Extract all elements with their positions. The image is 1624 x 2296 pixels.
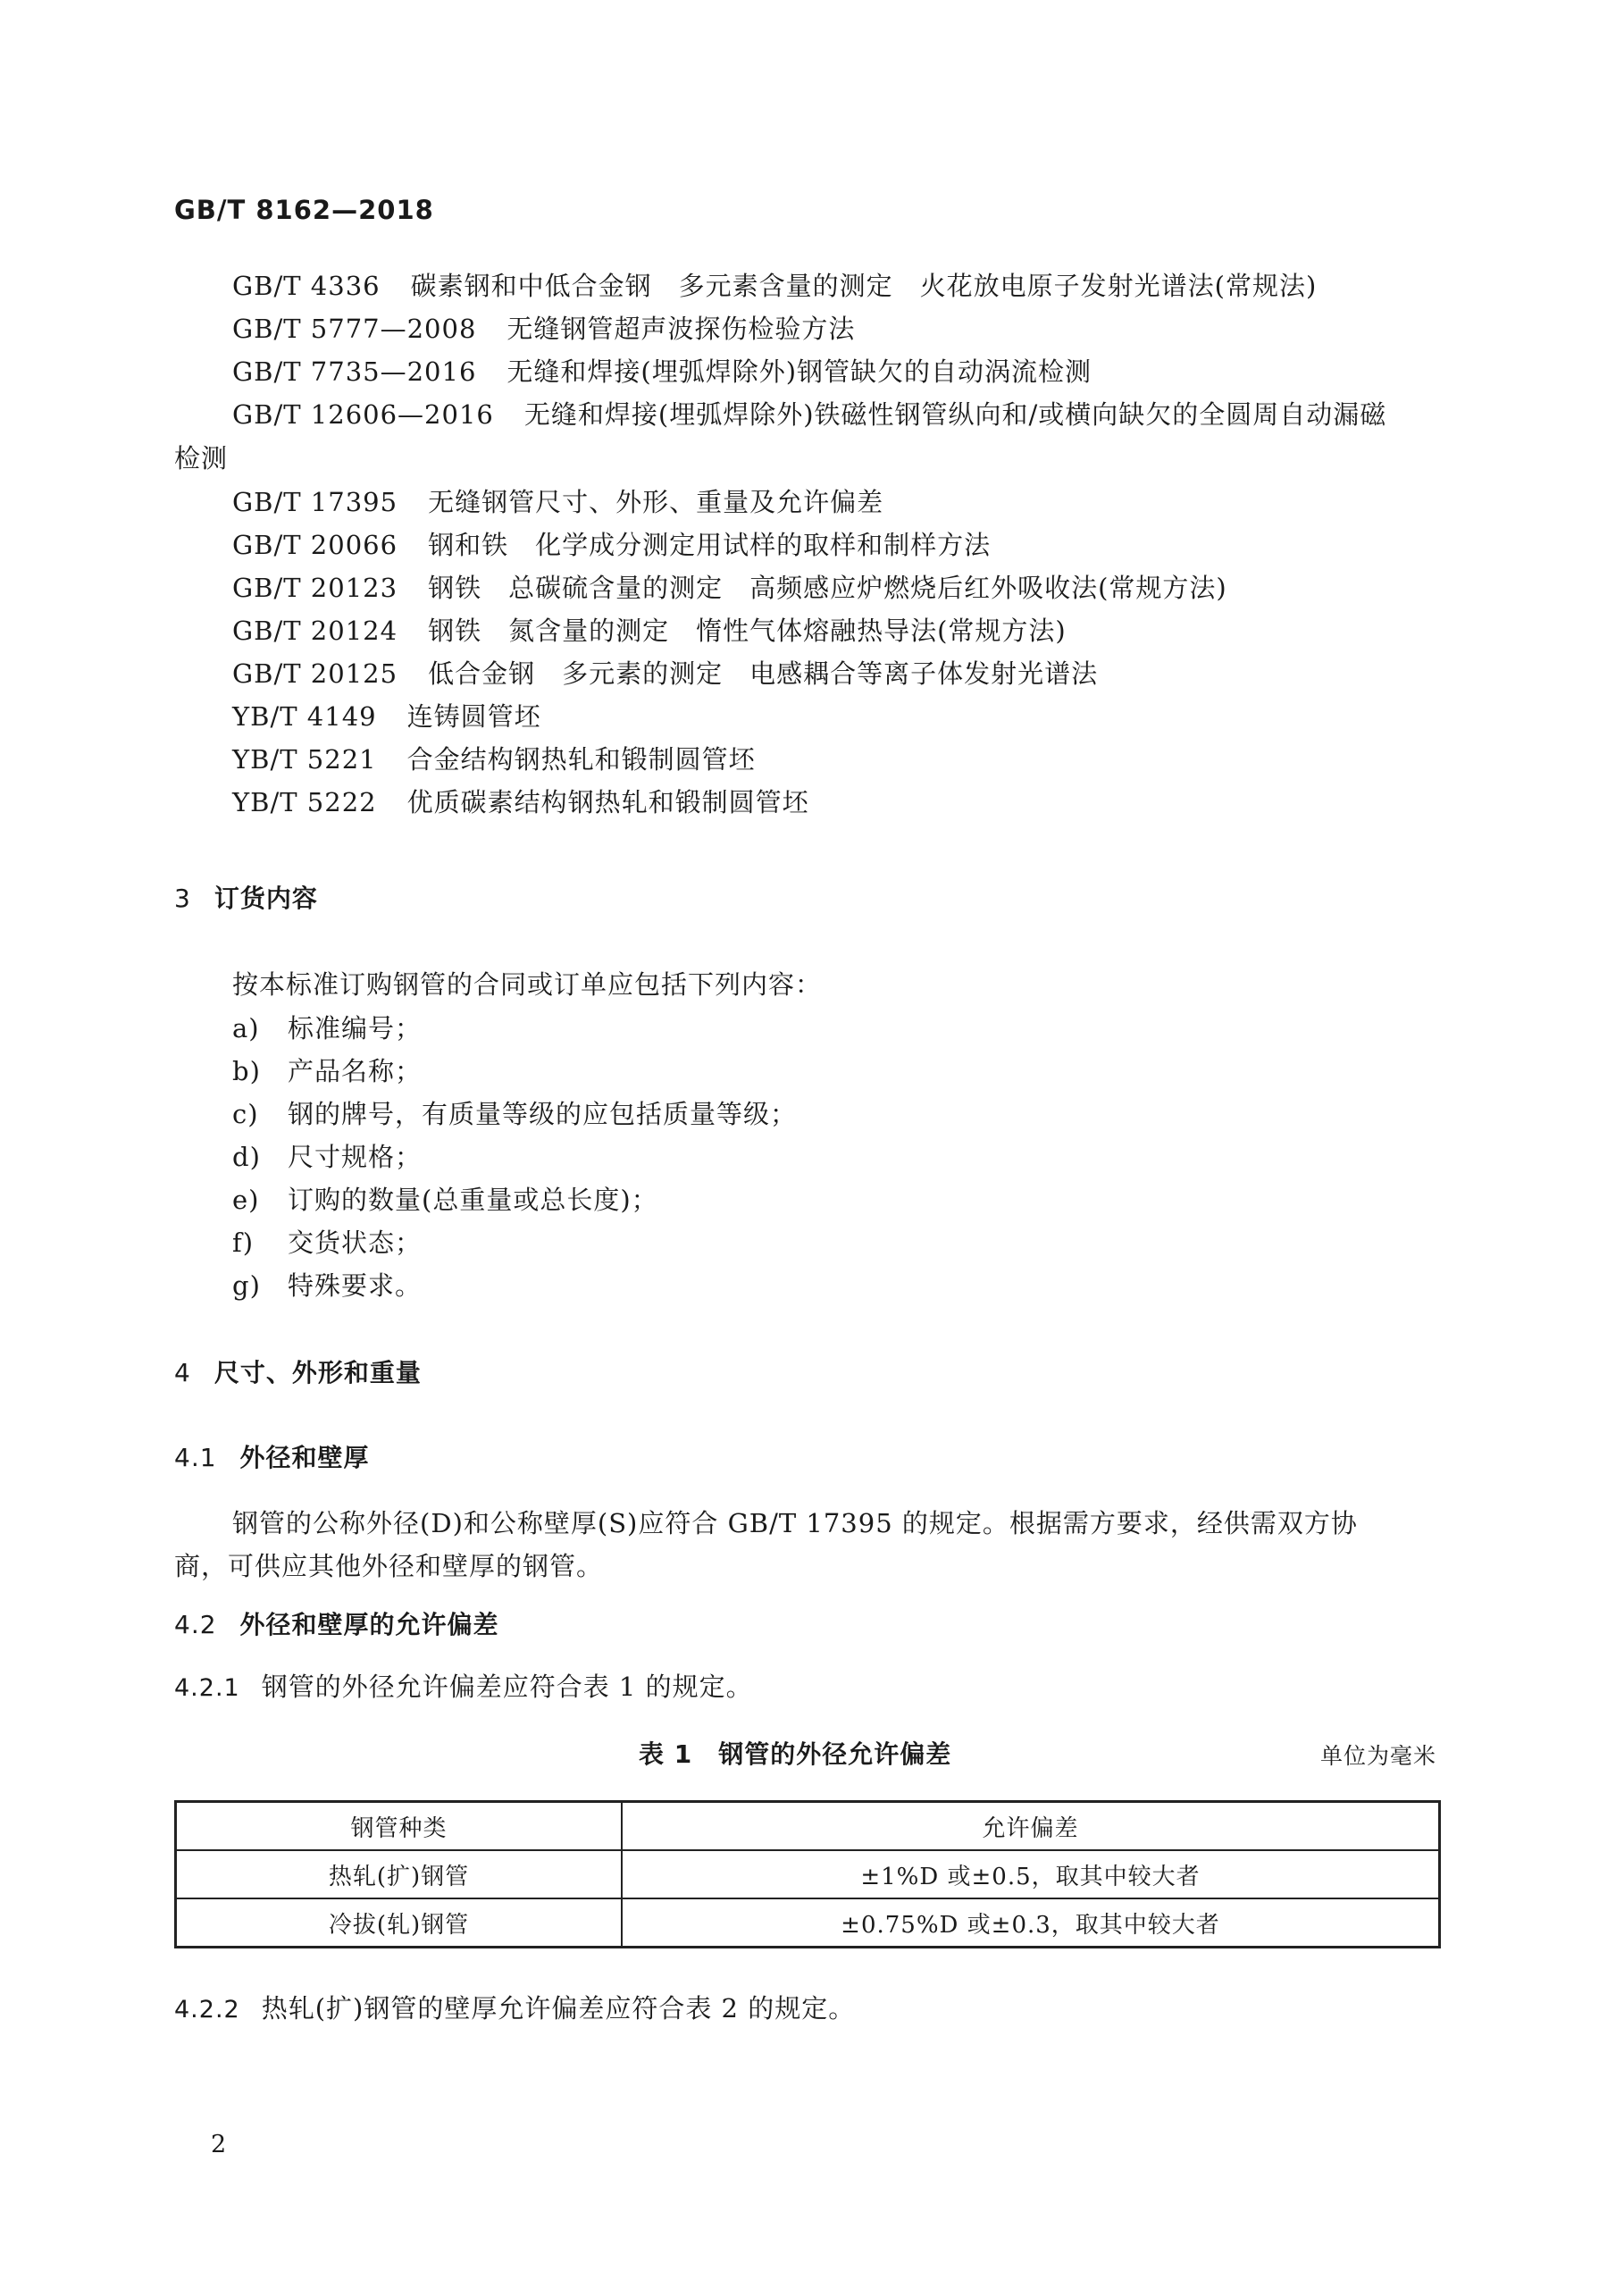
subsection-heading <box>174 1605 499 1641</box>
list-item-text: 订购的数量(总重量或总长度)； <box>288 1185 658 1215</box>
table-header-cell: 允许偏差 <box>622 1802 1440 1851</box>
list-item <box>232 1266 422 1303</box>
reference-item <box>232 309 855 346</box>
table-header-row <box>176 1802 1440 1851</box>
reference-title: 无缝钢管尺寸、外形、重量及允许偏差 <box>428 487 884 517</box>
reference-title: 连铸圆管坯 <box>406 701 541 732</box>
list-marker: b) <box>232 1056 261 1086</box>
list-marker: a) <box>232 1013 260 1043</box>
table-title: 表 1 钢管的外径允许偏差 <box>639 1739 952 1769</box>
list-marker: c) <box>232 1099 259 1129</box>
table-row <box>176 1898 1440 1948</box>
table-cell: ±0.75%D 或±0.3，取其中较大者 <box>622 1898 1440 1948</box>
reference-code: GB/T 20066 <box>232 530 398 560</box>
reference-title-continuation: 检测 <box>174 443 229 473</box>
table-cell: 热轧(扩)钢管 <box>176 1850 623 1898</box>
reference-code: GB/T 7735—2016 <box>232 356 477 387</box>
clause-number: 4.2.2 <box>174 1996 240 2024</box>
list-item <box>232 1052 422 1088</box>
list-item <box>232 1137 422 1174</box>
subsection-title: 外径和壁厚的允许偏差 <box>239 1610 499 1639</box>
table-row <box>176 1850 1440 1898</box>
standard-number-header: GB/T 8162—2018 <box>174 195 434 225</box>
reference-item <box>232 525 991 562</box>
list-item <box>232 1009 422 1045</box>
reference-item <box>232 266 1317 303</box>
table-cell: ±1%D 或±0.5，取其中较大者 <box>622 1850 1440 1898</box>
clause <box>174 1667 753 1704</box>
list-item-text: 交货状态； <box>288 1228 423 1258</box>
page-number: 2 <box>211 2131 227 2158</box>
reference-item <box>232 783 809 819</box>
reference-title: 钢和铁 化学成分测定用试样的取样和制样方法 <box>428 530 992 560</box>
reference-title: 无缝和焊接(埋弧焊除外)铁磁性钢管纵向和/或横向缺欠的全圆周自动漏磁 <box>523 399 1387 430</box>
list-item-text: 钢的牌号，有质量等级的应包括质量等级； <box>288 1099 798 1129</box>
list-item <box>232 1223 422 1260</box>
list-item <box>232 1094 797 1131</box>
reference-item <box>232 611 1067 648</box>
subsection-number: 4.1 <box>174 1443 217 1472</box>
reference-item <box>232 697 541 733</box>
reference-title: 钢铁 氮含量的测定 惰性气体熔融热导法(常规方法) <box>428 616 1067 646</box>
reference-title: 无缝和焊接(埋弧焊除外)钢管缺欠的自动涡流检测 <box>506 356 1092 387</box>
clause-text: 钢管的外径允许偏差应符合表 1 的规定。 <box>261 1672 753 1702</box>
table-unit-note: 单位为毫米 <box>1320 1743 1437 1769</box>
reference-code: GB/T 12606—2016 <box>232 399 494 430</box>
reference-title: 优质碳素结构钢热轧和锻制圆管坯 <box>406 787 809 817</box>
reference-item <box>232 654 1098 691</box>
list-marker: g) <box>232 1270 261 1301</box>
section-number: 4 <box>174 1358 191 1387</box>
paragraph-line: 商，可供应其他外径和壁厚的钢管。 <box>174 1551 604 1581</box>
section-heading <box>174 879 318 915</box>
reference-item <box>232 568 1227 605</box>
reference-item <box>232 352 1092 389</box>
section-number: 3 <box>174 884 191 913</box>
list-marker: d) <box>232 1142 261 1172</box>
reference-title: 合金结构钢热轧和锻制圆管坯 <box>406 744 756 775</box>
reference-item <box>232 395 1386 432</box>
reference-title: 钢铁 总碳硫含量的测定 高频感应炉燃烧后红外吸收法(常规方法) <box>428 573 1227 603</box>
list-item-text: 标准编号； <box>288 1013 423 1043</box>
reference-item <box>232 740 756 776</box>
reference-item <box>232 482 883 519</box>
clause-text: 热轧(扩)钢管的壁厚允许偏差应符合表 2 的规定。 <box>261 1993 856 2024</box>
clause <box>174 1989 855 2025</box>
reference-title: 碳素钢和中低合金钢 多元素含量的测定 火花放电原子发射光谱法(常规法) <box>410 271 1318 301</box>
subsection-heading <box>174 1438 370 1474</box>
section-title: 订货内容 <box>213 884 318 913</box>
reference-code: GB/T 5777—2008 <box>232 314 477 344</box>
subsection-number: 4.2 <box>174 1610 217 1639</box>
tolerance-table <box>174 1800 1441 1948</box>
reference-code: GB/T 20124 <box>232 616 398 646</box>
reference-title: 低合金钢 多元素的测定 电感耦合等离子体发射光谱法 <box>428 658 1099 689</box>
reference-title: 无缝钢管超声波探伤检验方法 <box>506 314 856 344</box>
section-title: 尺寸、外形和重量 <box>213 1358 422 1387</box>
list-item-text: 特殊要求。 <box>288 1270 423 1301</box>
reference-code: YB/T 5222 <box>232 787 377 817</box>
section-heading <box>174 1353 422 1389</box>
reference-code: YB/T 4149 <box>232 701 377 732</box>
reference-code: GB/T 17395 <box>232 487 398 517</box>
table-header-cell: 钢管种类 <box>176 1802 623 1851</box>
reference-code: GB/T 20123 <box>232 573 398 603</box>
list-item <box>232 1180 658 1217</box>
clause-number: 4.2.1 <box>174 1674 240 1702</box>
list-marker: f) <box>232 1228 255 1258</box>
paragraph-line: 钢管的公称外径(D)和公称壁厚(S)应符合 GB/T 17395 的规定。根据需方要求，经供需双方协 <box>232 1508 1358 1538</box>
list-item-text: 尺寸规格； <box>288 1142 423 1172</box>
subsection-title: 外径和壁厚 <box>239 1443 370 1472</box>
list-item-text: 产品名称； <box>288 1056 423 1086</box>
reference-code: YB/T 5221 <box>232 744 377 775</box>
table-cell: 冷拔(轧)钢管 <box>176 1898 623 1948</box>
list-marker: e) <box>232 1185 260 1215</box>
reference-code: GB/T 4336 <box>232 271 381 301</box>
reference-code: GB/T 20125 <box>232 658 398 689</box>
section-intro: 按本标准订购钢管的合同或订单应包括下列内容： <box>232 969 823 1000</box>
